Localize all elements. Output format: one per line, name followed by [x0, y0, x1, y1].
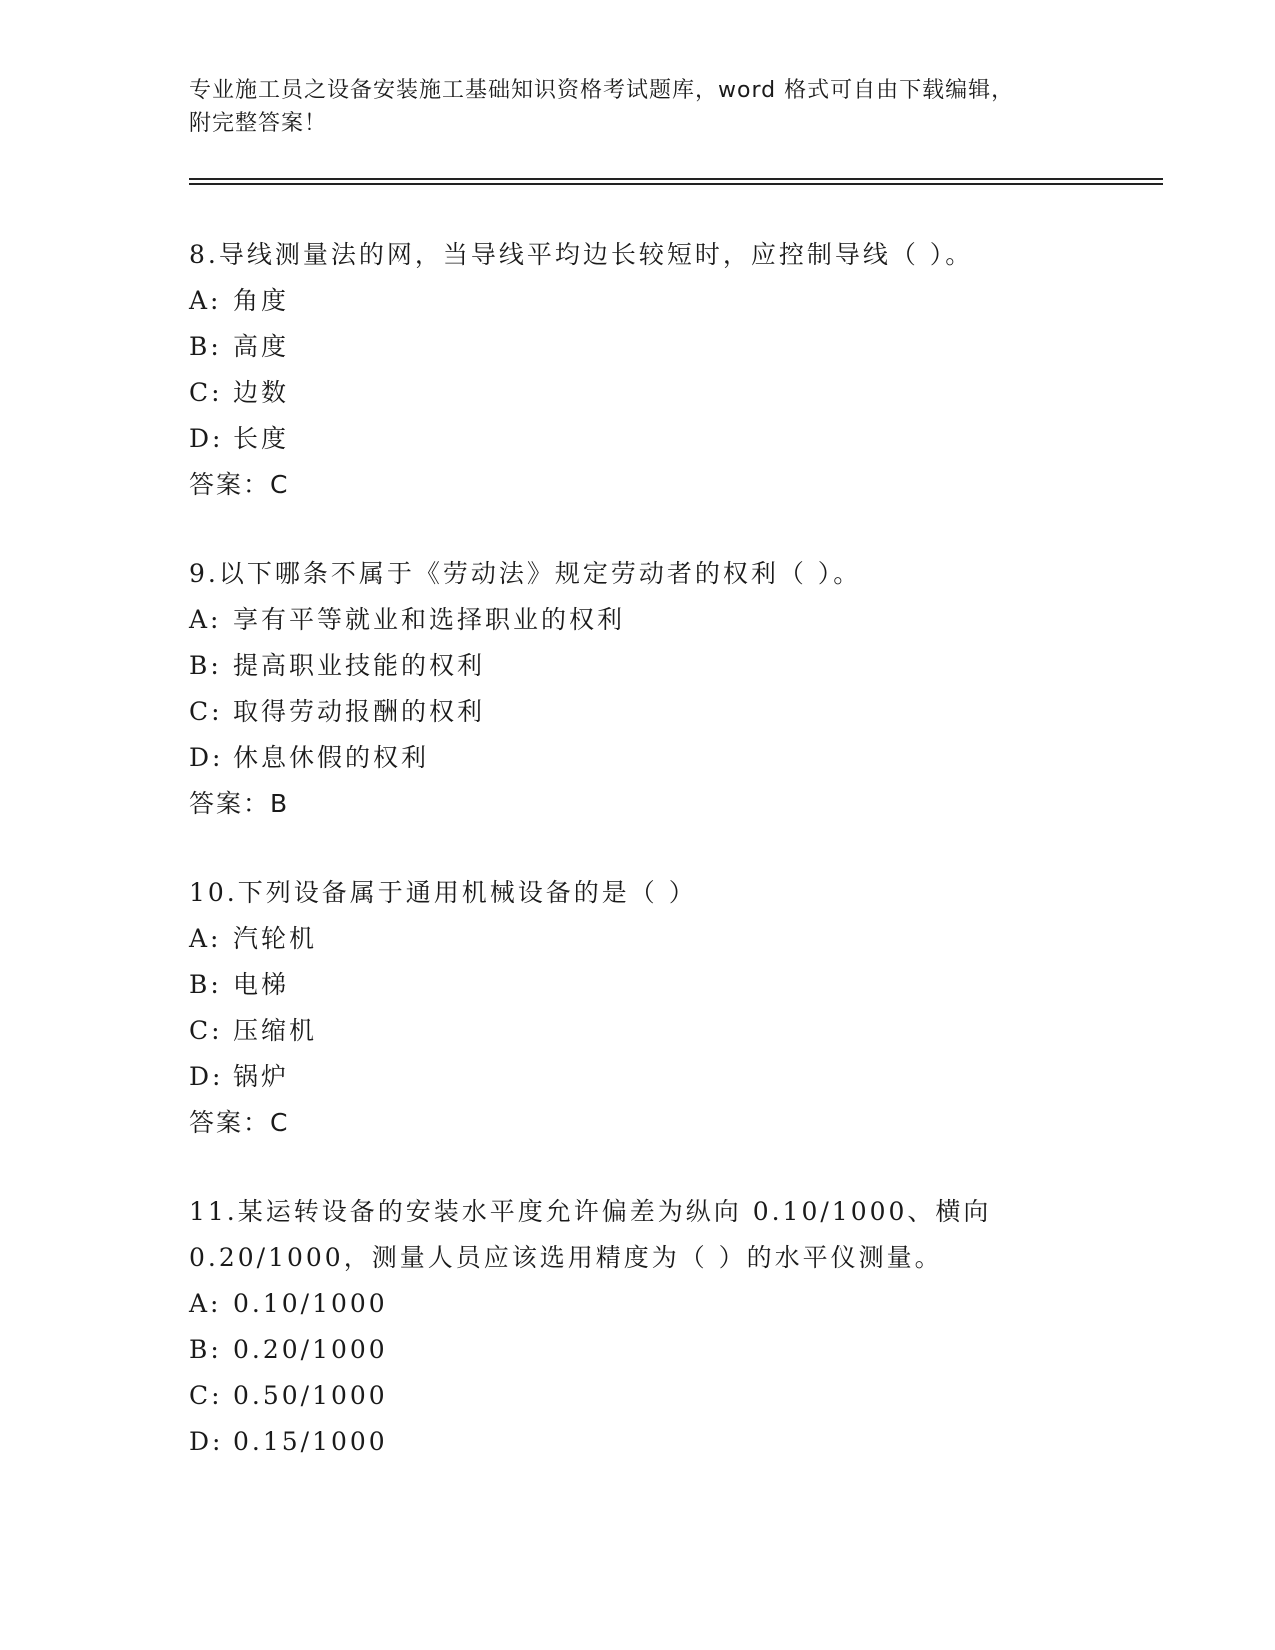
header-divider-top [189, 178, 1163, 180]
question-9 [189, 551, 1169, 827]
option-letter: B: [189, 332, 222, 361]
option-c [189, 370, 1169, 416]
option-letter: B: [189, 1335, 222, 1364]
option-text: 高度 [233, 332, 290, 361]
option-d [189, 1054, 1169, 1100]
header-line-1: 专业施工员之设备安装施工基础知识资格考试题库，word 格式可自由下载编辑， [189, 78, 1015, 103]
question-8 [189, 232, 1169, 508]
option-letter: A: [189, 605, 222, 634]
question-title: 10.下列设备属于通用机械设备的是（ ） [189, 878, 697, 907]
option-text: 享有平等就业和选择职业的权利 [233, 605, 626, 634]
document-header [189, 74, 1089, 140]
option-letter: C: [189, 378, 223, 407]
option-b [189, 962, 1169, 1008]
option-c [189, 1008, 1169, 1054]
question-title-line-2: 0.20/1000，测量人员应该选用精度为（ ）的水平仪测量。 [189, 1243, 943, 1272]
option-text: 边数 [233, 378, 290, 407]
option-c [189, 1373, 1169, 1419]
option-b [189, 324, 1169, 370]
option-text: 休息休假的权利 [233, 743, 430, 772]
option-text: 汽轮机 [233, 924, 318, 953]
option-text: 0.20/1000 [233, 1335, 388, 1364]
option-b [189, 643, 1169, 689]
question-title: 8.导线测量法的网，当导线平均边长较短时，应控制导线（ ）。 [189, 240, 974, 269]
option-a [189, 597, 1169, 643]
option-text: 0.15/1000 [233, 1427, 388, 1456]
option-letter: D: [189, 1427, 224, 1456]
answer-line: 答案：B [189, 789, 290, 818]
question-11 [189, 1189, 1169, 1465]
option-text: 角度 [233, 286, 290, 315]
option-letter: B: [189, 970, 222, 999]
option-letter: A: [189, 924, 222, 953]
option-text: 电梯 [233, 970, 290, 999]
header-divider-bottom [189, 183, 1163, 185]
option-letter: D: [189, 743, 224, 772]
option-a [189, 1281, 1169, 1327]
option-letter: A: [189, 286, 222, 315]
option-text: 长度 [233, 424, 290, 453]
option-letter: D: [189, 424, 224, 453]
option-text: 0.10/1000 [233, 1289, 388, 1318]
option-d [189, 735, 1169, 781]
answer-line: 答案：C [189, 1108, 290, 1137]
option-text: 取得劳动报酬的权利 [233, 697, 486, 726]
option-text: 0.50/1000 [233, 1381, 388, 1410]
option-letter: C: [189, 1016, 223, 1045]
question-title: 9.以下哪条不属于《劳动法》规定劳动者的权利（ ）。 [189, 559, 862, 588]
option-letter: D: [189, 1062, 224, 1091]
option-letter: B: [189, 651, 222, 680]
option-text: 提高职业技能的权利 [233, 651, 486, 680]
option-d [189, 1419, 1169, 1465]
option-letter: A: [189, 1289, 222, 1318]
option-d [189, 416, 1169, 462]
option-text: 锅炉 [233, 1062, 290, 1091]
option-a [189, 278, 1169, 324]
option-letter: C: [189, 697, 223, 726]
question-10 [189, 870, 1169, 1146]
option-letter: C: [189, 1381, 223, 1410]
option-text: 压缩机 [233, 1016, 318, 1045]
answer-line: 答案：C [189, 470, 290, 499]
option-b [189, 1327, 1169, 1373]
question-title-line-1: 11.某运转设备的安装水平度允许偏差为纵向 0.10/1000、横向 [189, 1197, 992, 1226]
option-c [189, 689, 1169, 735]
header-line-2: 附完整答案！ [189, 111, 328, 136]
option-a [189, 916, 1169, 962]
